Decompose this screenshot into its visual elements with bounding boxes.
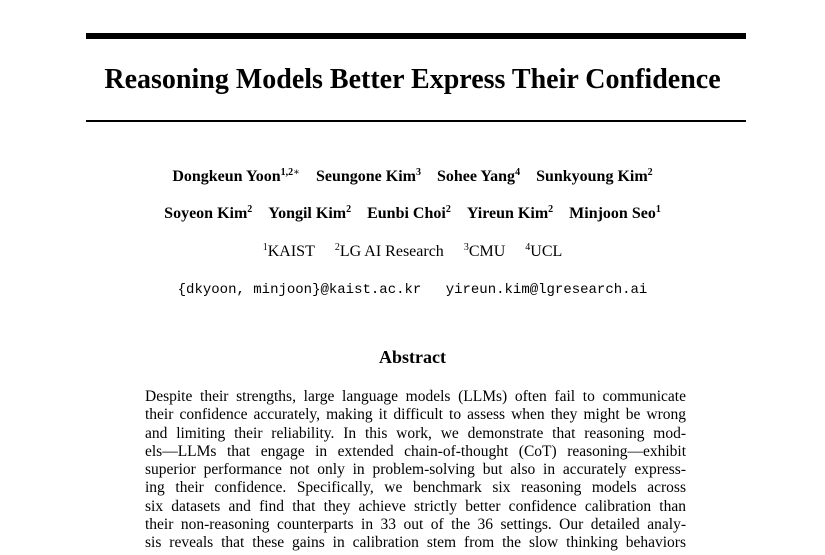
corresponding-mark: ∗: [293, 167, 300, 178]
email-address: yireun.kim@lgresearch.ai: [445, 282, 648, 298]
abstract-line: their confidence accurately, making it difficult to assess when they might be wrong: [145, 406, 686, 424]
author: Sohee Yang$^4$: [436, 167, 521, 185]
affiliations: [0, 242, 825, 262]
author: Seungone Kim$^3$: [315, 167, 421, 185]
abstract-line: sis reveals that these gains in calibration stem from the slow thinking behaviors: [145, 534, 686, 552]
affiliation: $^1$KAIST: [262, 242, 315, 260]
author-row-1: [0, 167, 825, 187]
author: Eunbi Choi$^2$: [367, 204, 451, 222]
abstract-line: superior performance not only in problem-solving but also in accurately express-: [145, 461, 686, 479]
paper-title: Reasoning Models Better Express Their Confidence: [104, 64, 721, 95]
abstract-line: six datasets and find that they achieve strictly better confidence calibration than: [145, 497, 686, 515]
affiliation: $^3$CMU: [463, 242, 506, 260]
author: Sunkyoung Kim$^2$: [536, 167, 653, 185]
email-address: {dkyoon, minjoon}@kaist.ac.kr: [177, 282, 422, 298]
author: Soyeon Kim$^2$: [164, 204, 253, 222]
top-rule: [86, 33, 746, 39]
contact-emails: [0, 280, 825, 300]
abstract-line: and limiting their reliability. In this work, we demonstrate that reasoning mod-: [145, 424, 686, 442]
abstract-heading: Abstract: [379, 347, 446, 367]
abstract-line: Despite their strengths, large language models (LLMs) often fail to communicate: [145, 388, 686, 405]
author-row-2: [0, 204, 825, 224]
affiliation: $^2$LG AI Research: [334, 242, 444, 260]
author: Minjoon Seo$^1$: [569, 204, 661, 222]
abstract-line: their non-reasoning counterparts in 33 out of the 36 settings. Our detailed analy-: [145, 516, 686, 534]
author: Yireun Kim$^2$: [466, 204, 554, 222]
title-bottom-rule: [86, 120, 746, 122]
abstract-line: els—LLMs that engage in extended chain-of-thought (CoT) reasoning—exhibit: [145, 442, 686, 460]
abstract-line: ing their confidence. Specifically, we benchmark six reasoning models across: [145, 479, 686, 497]
abstract-body: [145, 388, 686, 553]
author: Yongil Kim$^2$: [268, 204, 352, 222]
author: Dongkeun Yoon$^{1,2∗}$: [172, 167, 300, 185]
affiliation: $^4$UCL: [525, 242, 563, 260]
